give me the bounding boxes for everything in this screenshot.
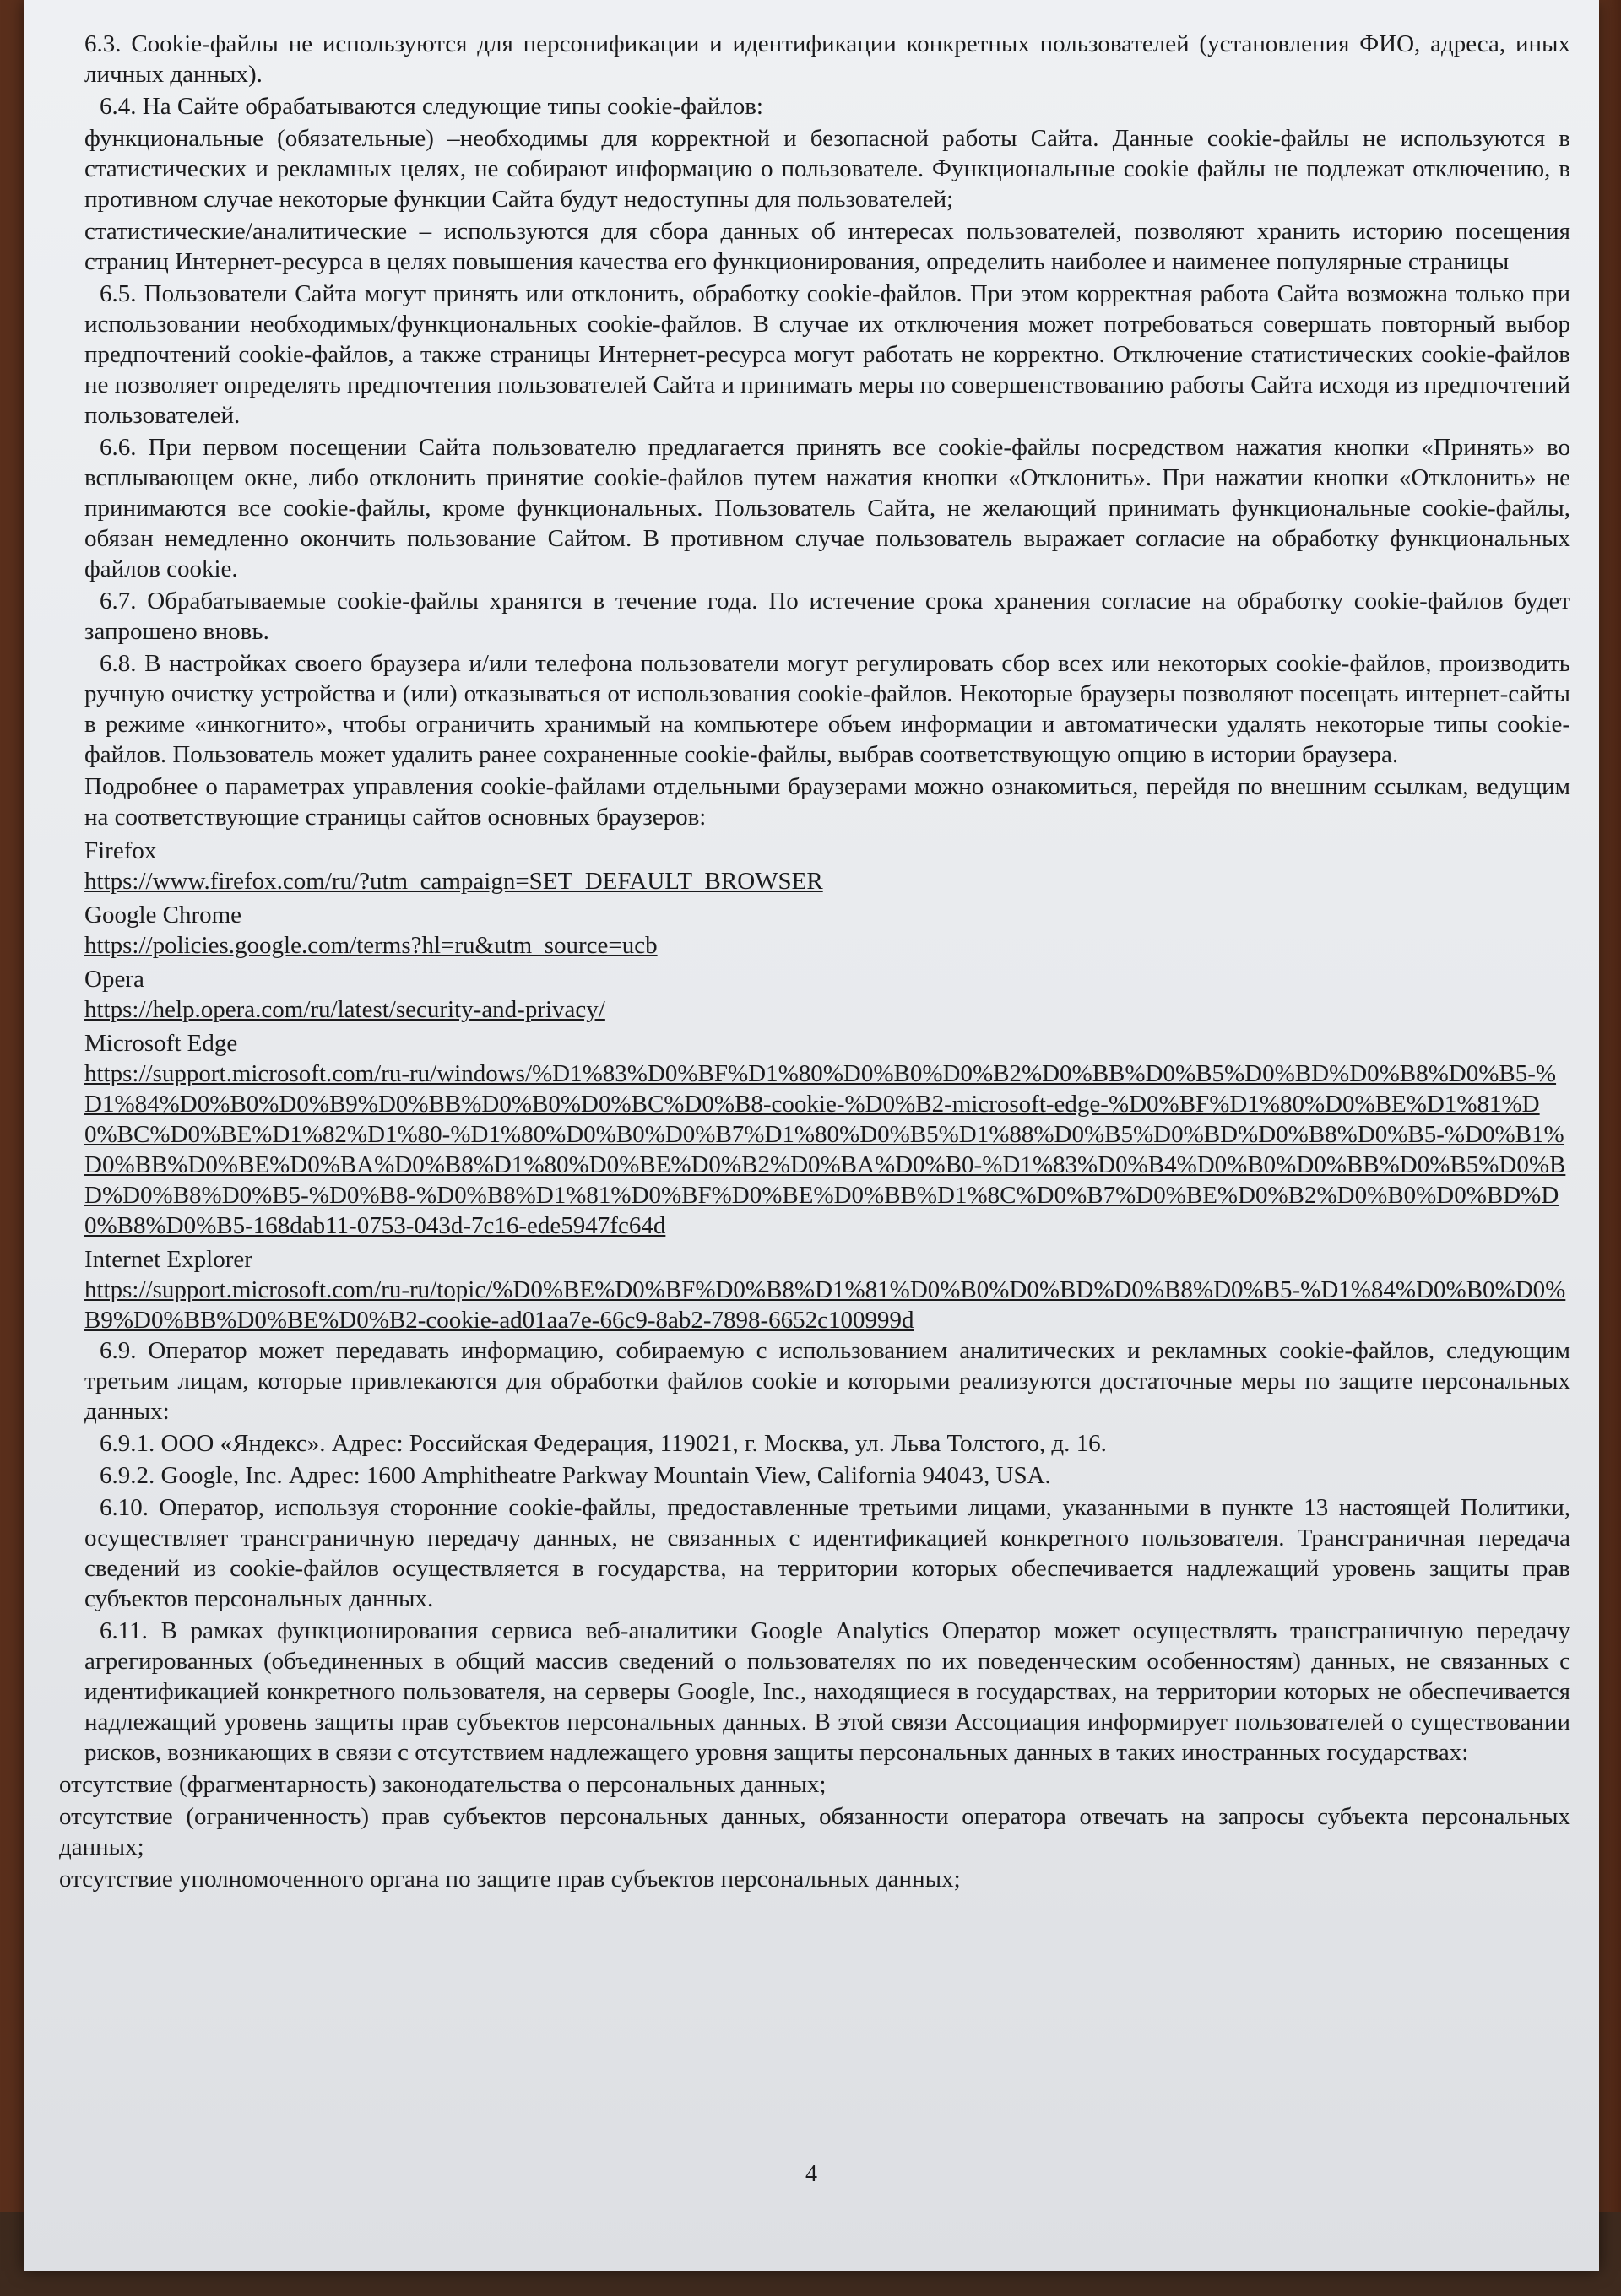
page-number: 4 xyxy=(805,2161,817,2187)
document-page xyxy=(24,0,1599,2271)
risk-item-1: отсутствие (фрагментарность) законодательства о персональных данных; xyxy=(59,1771,827,1798)
risk-item-2: отсутствие (ограниченность) прав субъектов персональных данных, обязанности оператора отвечать на запросы субъекта персональных данных; xyxy=(59,1803,1570,1860)
firefox-link[interactable]: https://www.firefox.com/ru/?utm_campaign=SET_DEFAULT_BROWSER xyxy=(84,868,823,895)
clause-6-9: 6.9. Оператор может передавать информацию, собираемую с использованием аналитических и рекламных cookie-файлов, следующим третьим лицам, которые привлекаются для обработки файлов cookie и которыми реализуются достаточные меры по защите персональных данных: xyxy=(84,1337,1570,1425)
clause-6-3: 6.3. Cookie-файлы не используются для персонификации и идентификации конкретных пользователей (установления ФИО, адреса, иных личных данных). xyxy=(84,30,1570,88)
clause-6-8: 6.8. В настройках своего браузера и/или телефона пользователи могут регулировать сбор всех или некоторых cookie-файлов, производить ручную очистку устройства и (или) отказываться от использования cookie-файлов. Некоторые браузеры позволяют посещать интернет-сайты в режиме «инкогнито», чтобы ограничить хранимый на компьютере объем информации и автоматически удалять некоторые типы cookie-файлов. Пользователь может удалить ранее сохраненные cookie-файлы, выбрав соответствующую опцию в истории браузера. xyxy=(84,650,1570,768)
ie-link[interactable]: https://support.microsoft.com/ru-ru/topic/%D0%BE%D0%BF%D0%B8%D1%81%D0%B0%D0%BD%D0%B8%D0%B5-%D1%84%D0%B0%D0%B9%D0%BB%D0%BE%D0%B2-cookie-ad01aa7e-66c9-8ab2-7898-6652c100999d xyxy=(84,1276,1566,1334)
document-body xyxy=(59,29,1570,1896)
browser-name-ie: Internet Explorer xyxy=(84,1246,252,1273)
browser-name-opera: Opera xyxy=(84,966,144,993)
chrome-link[interactable]: https://policies.google.com/terms?hl=ru&utm_source=ucb xyxy=(84,932,658,959)
clause-6-11: 6.11. В рамках функционирования сервиса веб-аналитики Google Analytics Оператор может осуществлять трансграничную передачу агрегированных (объединенных в общий массив сведений о пользователях по их поведенческим особенностям) данных, не связанных с идентификацией конкретного пользователя, на серверы Google, Inc., находящиеся в государствах, на территории которых не обеспечивается надлежащий уровень защиты прав субъектов персональных данных. В этой связи Ассоциация информирует пользователей о существовании рисков, возникающих в связи с отсутствием надлежащего уровня защиты персональных данных в таких иностранных государствах: xyxy=(84,1617,1570,1766)
clause-6-8-more: Подробнее о параметрах управления cookie-файлами отдельными браузерами можно ознакомиться, перейдя по внешним ссылкам, ведущим на соответствующие страницы сайтов основных браузеров: xyxy=(84,773,1570,831)
clause-6-7: 6.7. Обрабатываемые cookie-файлы хранятся в течение года. По истечение срока хранения согласие на обработку cookie-файлов будет запрошено вновь. xyxy=(84,588,1570,645)
risk-item-3: отсутствие уполномоченного органа по защите прав субъектов персональных данных; xyxy=(59,1866,961,1893)
edge-link[interactable]: https://support.microsoft.com/ru-ru/windows/%D1%83%D0%BF%D1%80%D0%B0%D0%B2%D0%BB%D0%B5%D0%BD%D0%B8%D0%B5-%D1%84%D0%B0%D0%B9%D0%BB%D0%B0%D0%BC%D0%B8-cookie-%D0%B2-microsoft-edge-%D0%BF%D1%80%D0%BE%D1%81%D0%BC%D0%BE%D1%82%D1%80-%D1%80%D0%B0%D0%B7%D1%80%D0%B5%D1%88%D0%B5%D0%BD%D0%B8%D0%B5-%D0%B1%D0%BB%D0%BE%D0%BA%D0%B8%D1%80%D0%BE%D0%B2%D0%BA%D0%B0-%D1%83%D0%B4%D0%B0%D0%BB%D0%B5%D0%BD%D0%B8%D0%B5-%D0%B8-%D0%B8%D1%81%D0%BF%D0%BE%D0%BB%D1%8C%D0%B7%D0%BE%D0%B2%D0%B0%D0%BD%D0%B8%D0%B5-168dab11-0753-043d-7c16-ede5947fc64d xyxy=(84,1060,1566,1239)
browser-links xyxy=(84,836,1570,1335)
clause-6-6: 6.6. При первом посещении Сайта пользователю предлагается принять все cookie-файлы посредством нажатия кнопки «Принять» во всплывающем окне, либо отклонить принятие cookie-файлов путем нажатия кнопки «Отклонить». При нажатии кнопки «Отклонить» не принимаются все cookie-файлы, кроме функциональных. Пользователь Сайта, не желающий принимать функциональные cookie-файлы, обязан немедленно окончить пользование Сайтом. В противном случае пользователь выражает согласие на обработку функциональных файлов cookie. xyxy=(84,434,1570,582)
browser-name-chrome: Google Chrome xyxy=(84,902,242,929)
browser-name-firefox: Firefox xyxy=(84,837,157,864)
clause-6-9-1: 6.9.1. ООО «Яндекс». Адрес: Российская Федерация, 119021, г. Москва, ул. Льва Толстого, д. 16. xyxy=(100,1430,1107,1457)
clause-6-10: 6.10. Оператор, используя сторонние cookie-файлы, предоставленные третьими лицами, указанными в пункте 13 настоящей Политики, осуществляет трансграничную передачу данных, не связанных с идентификацией конкретного пользователя. Трансграничная передача сведений из cookie-файлов осуществляется в государства, на территории которых обеспечивается надлежащий уровень защиты прав субъектов персональных данных. xyxy=(84,1494,1570,1612)
clause-6-9-2: 6.9.2. Google, Inc. Адрес: 1600 Amphitheatre Parkway Mountain View, California 94043, USA. xyxy=(100,1462,1051,1489)
browser-name-edge: Microsoft Edge xyxy=(84,1030,238,1057)
opera-link[interactable]: https://help.opera.com/ru/latest/security-and-privacy/ xyxy=(84,996,605,1023)
clause-6-4-functional: функциональные (обязательные) –необходимы для корректной и безопасной работы Сайта. Данные cookie-файлы не используются в статистических и рекламных целях, не собирают информацию о пользователе. Функциональные cookie файлы не подлежат отключению, в противном случае некоторые функции Сайта будут недоступны для пользователей; xyxy=(84,125,1570,213)
clause-6-4-statistical: статистические/аналитические – используются для сбора данных об интересах пользователей, позволяют хранить историю посещения страниц Интернет-ресурса в целях повышения качества его функционирования, определить наиболее и наименее популярные страницы xyxy=(84,218,1570,275)
clause-6-4: 6.4. На Сайте обрабатываются следующие типы cookie-файлов: xyxy=(100,93,763,120)
clause-6-5: 6.5. Пользователи Сайта могут принять или отклонить, обработку cookie-файлов. При этом корректная работа Сайта возможна только при использовании необходимых/функциональных cookie-файлов. В случае их отключения может потребоваться совершать повторный выбор предпочтений cookie-файлов, а также страницы Интернет-ресурса могут работать не корректно. Отключение статистических cookie-файлов не позволяет определять предпочтения пользователей Сайта и принимать меры по совершенствованию работы Сайта исходя из предпочтений пользователей. xyxy=(84,280,1570,429)
